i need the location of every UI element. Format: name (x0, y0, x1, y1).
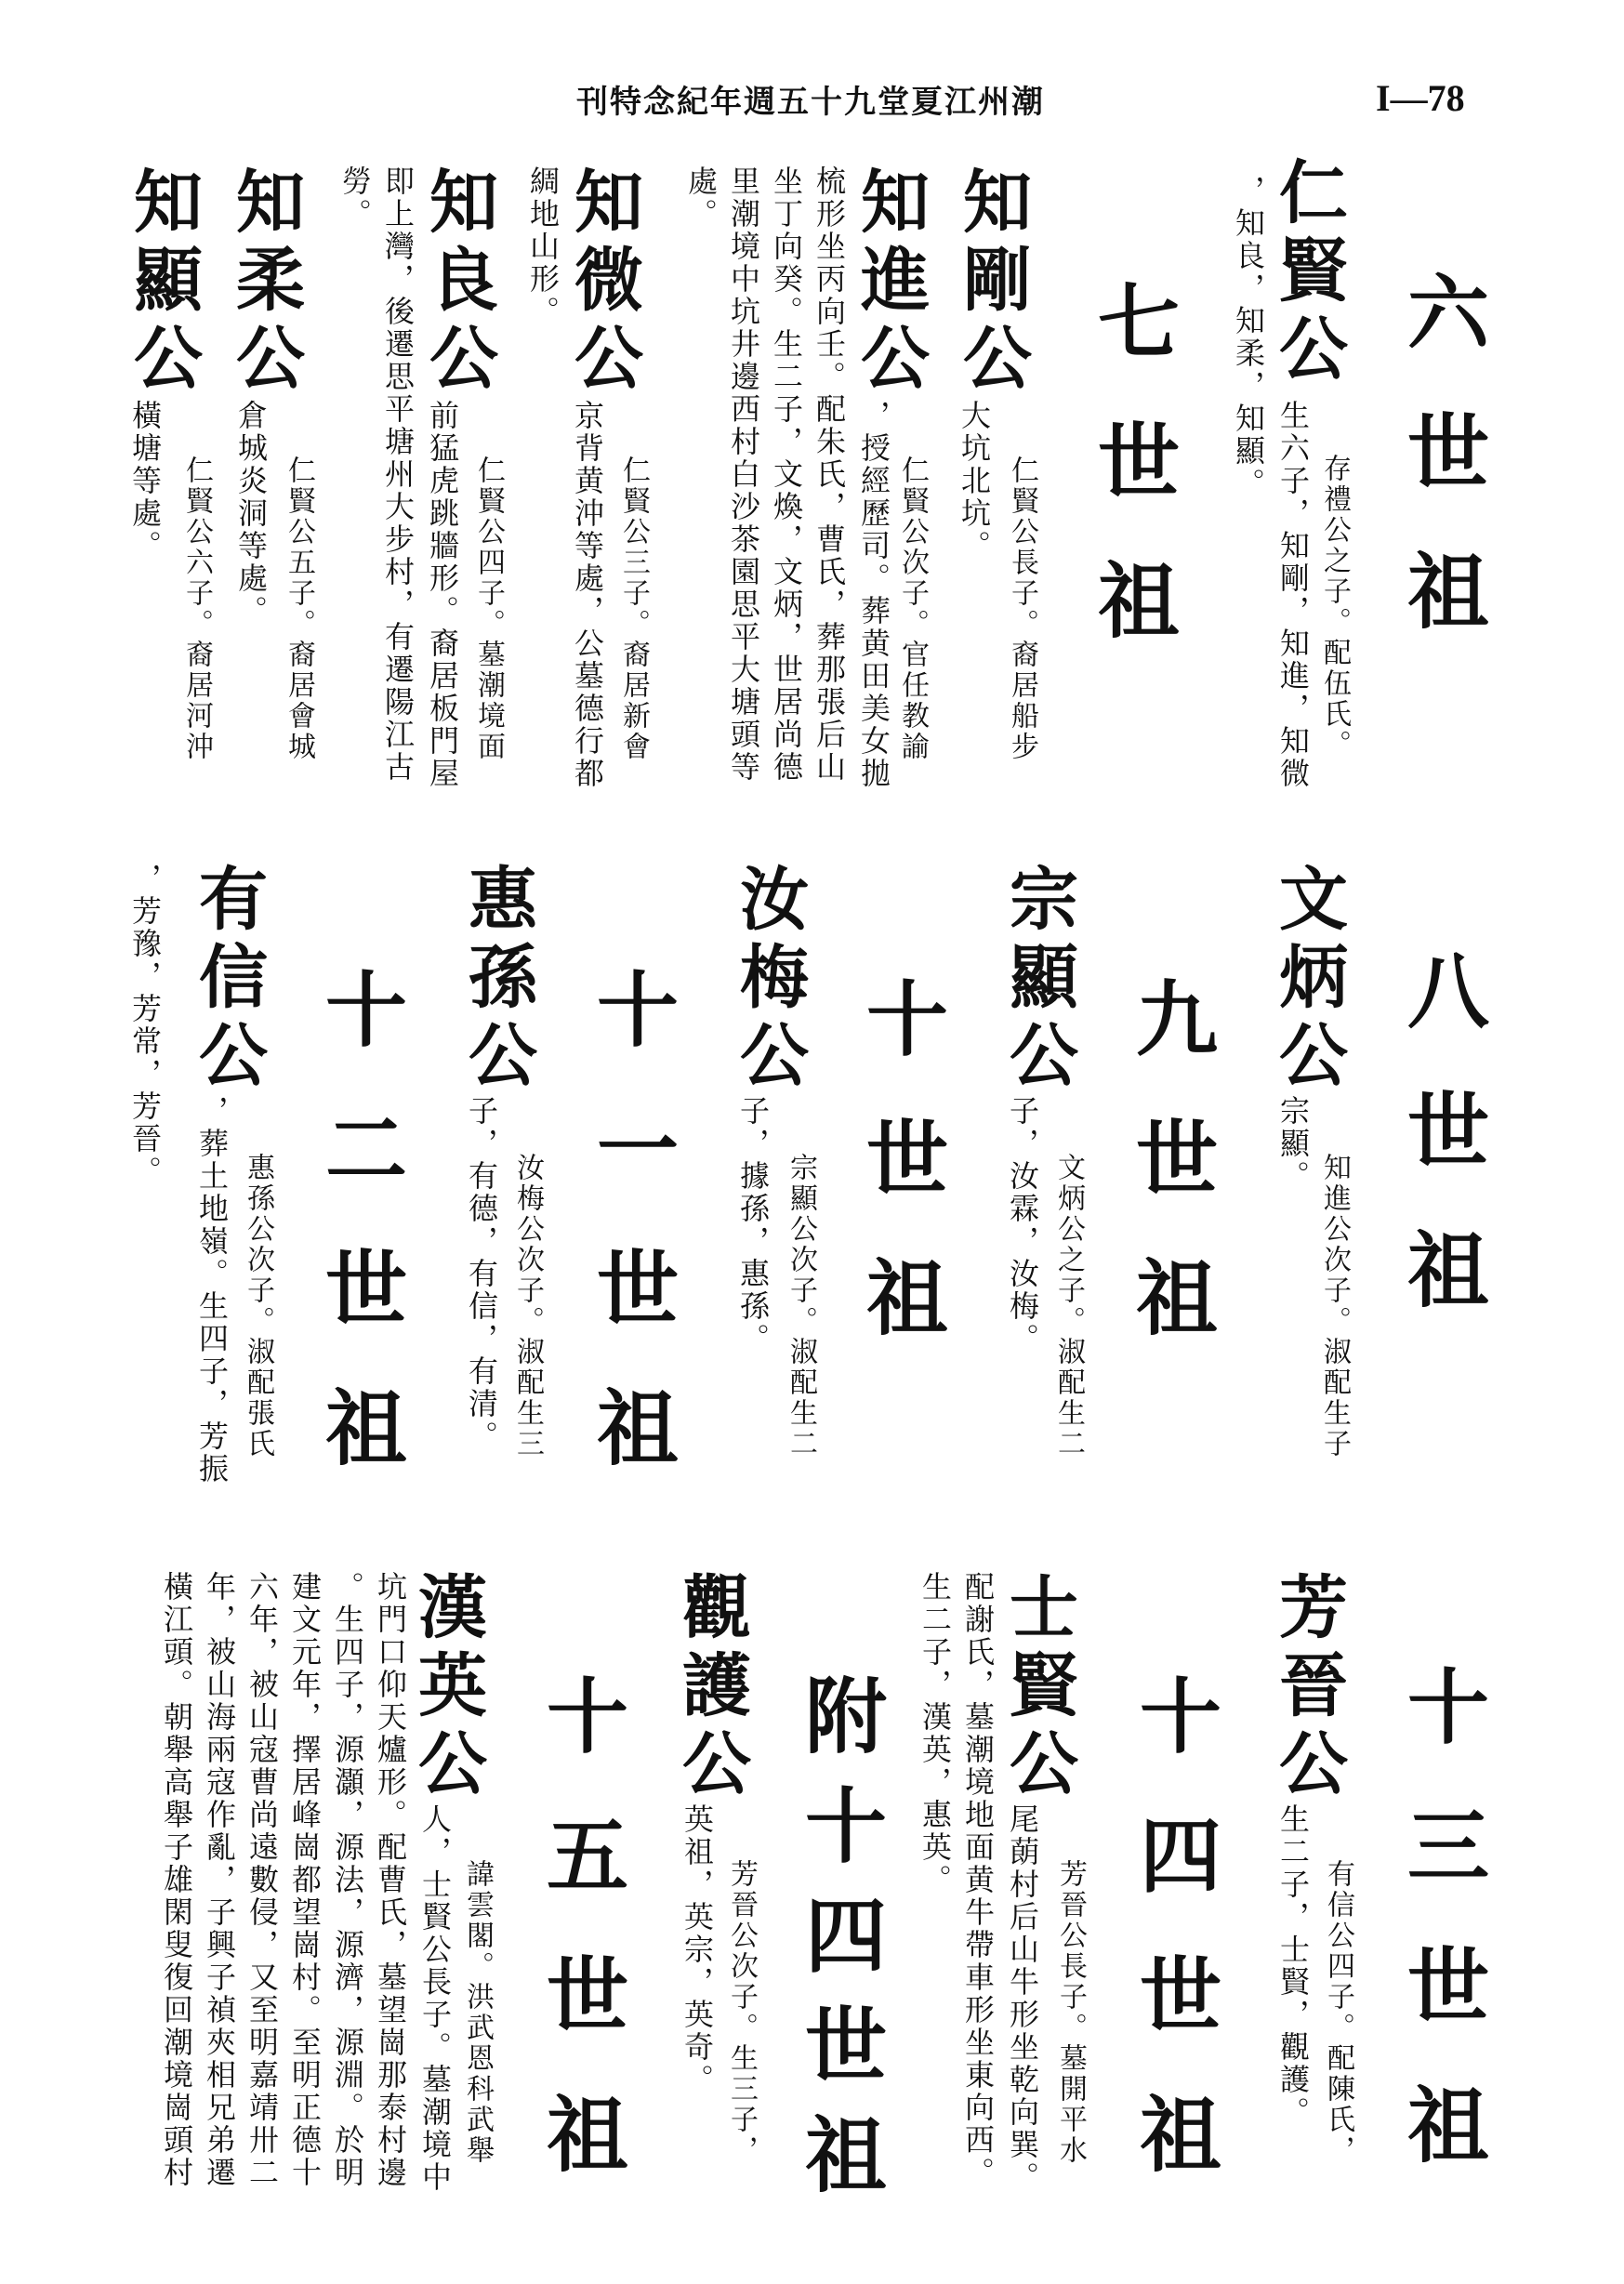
person-name: 知進公 (850, 165, 930, 400)
person-note: 仁賢公長子。裔居船步 (1006, 455, 1038, 762)
person-note: 文炳公之子。淑配生二 (1052, 1153, 1085, 1459)
person-name: 有信公 (188, 863, 268, 1097)
person-text: 生六子，知剛，知進，知微 (1275, 400, 1311, 790)
person-text: 大坑北坑。 (957, 400, 992, 562)
person-name: 士賢公 (998, 1571, 1078, 1805)
generation-heading: 十一世祖 (584, 967, 680, 1525)
person-name: 知微公 (563, 165, 643, 400)
person-note: 知進公次子。淑配生子 (1318, 1153, 1351, 1459)
person-text: 六年，被山寇曹尚遠數侵，又至明嘉靖卅二 (244, 1571, 280, 2189)
person-text: ，芳豫，芳常，芳晉。 (127, 863, 163, 1188)
generation-heading: 十三世祖 (1394, 1664, 1491, 2222)
person-name: 知顯公 (123, 165, 203, 400)
generation-heading: 八世祖 (1394, 948, 1491, 1366)
person-text: 建文元年，擇居峰崗都望崗村。至明正德十 (287, 1571, 323, 2189)
person-note: 宗顯公次子。淑配生二 (785, 1153, 817, 1459)
person-text: 倉城炎洞等處。 (233, 400, 269, 627)
header-title: 刊特念紀年週五十九堂夏江州潮 (576, 84, 1045, 121)
person-text: 即上灣，後遷思平塘州大步村，有遷陽江古 (380, 165, 416, 784)
person-note: 仁賢公六子。裔居河沖 (180, 455, 213, 762)
person-note: 汝梅公次子。淑配生三 (511, 1153, 544, 1459)
person-note: 仁賢公次子。官任教諭 (896, 455, 929, 762)
person-name: 知剛公 (952, 165, 1032, 400)
person-name: 文炳公 (1268, 863, 1348, 1097)
generation-heading: 十世祖 (853, 976, 950, 1394)
person-text: 京背黄沖等處，公墓德行都 (570, 400, 605, 790)
person-name: 觀護公 (671, 1571, 751, 1805)
generation-heading: 十五世祖 (534, 1673, 630, 2231)
person-text: 坑門口仰天爐形。配曹氏，墓望崗那泰村邊 (373, 1571, 408, 2189)
generation-heading: 九世祖 (1123, 976, 1220, 1394)
person-name: 知良公 (418, 165, 498, 400)
person-text: 里潮境中坑井邊西村白沙茶園思平大塘頭等 (726, 165, 761, 784)
person-note: 仁賢公四子。墓潮境面 (472, 455, 505, 762)
person-name: 漢英公 (407, 1571, 487, 1805)
person-name: 汝梅公 (729, 863, 809, 1097)
person-text: 勞。 (337, 165, 373, 231)
person-note: 存禮公之子。配伍氏。 (1318, 454, 1351, 760)
person-note: 有信公四子。配陳氏， (1322, 1859, 1354, 2166)
person-text: 坐丁向癸。生二子，文煥，文炳，世居尚德 (769, 165, 804, 784)
person-text: 處。 (683, 165, 719, 231)
generation-heading: 七世祖 (1085, 279, 1182, 697)
page-number: I—78 (1376, 77, 1465, 119)
person-name: 惠孫公 (457, 863, 537, 1097)
person-text: ，授經歷司。葬黄田美女拋 (856, 400, 891, 790)
person-text: 綢地山形。 (525, 165, 561, 328)
person-text: 子，有德，有信，有清。 (464, 1095, 499, 1453)
person-text: 。生四子，源灝，源法，源濟，源淵。於明 (330, 1571, 365, 2189)
person-text: 橫塘等處。 (127, 400, 163, 562)
person-text: 年，被山海兩寇作亂，子興子禎夾相兄弟遷 (202, 1571, 237, 2189)
person-text: 英祖，英宗，英奇。 (680, 1803, 715, 2096)
person-text: 尾蓢村后山牛形坐乾向巽。 (1005, 1803, 1040, 2194)
person-note: 仁賢公三子。裔居新會 (617, 455, 650, 762)
person-text: 橫江頭。朝舉高舉子雄閑叟復回潮境崗頭村 (159, 1571, 194, 2189)
generation-heading: 十四世祖 (1127, 1673, 1223, 2231)
person-text: 前猛虎跳牆形。裔居板門屋 (425, 400, 460, 790)
generation-heading: 六世祖 (1394, 270, 1491, 688)
generation-heading: 附十四世祖 (792, 1673, 889, 2222)
person-name: 仁賢公 (1268, 156, 1348, 390)
person-text: 子，據孫，惠孫。 (735, 1095, 771, 1355)
person-text: 配謝氏，墓潮境地面黄牛帶車形坐東向西。 (960, 1571, 996, 2189)
person-text: ，知良，知柔，知顯。 (1231, 175, 1266, 500)
person-note: 諱雲閣。洪武恩科武舉 (461, 1859, 494, 2166)
person-text: 生二子，漢英，惠英。 (918, 1571, 953, 1896)
person-text: ，葬土地嶺。生四子，芳振 (194, 1095, 230, 1485)
person-name: 知柔公 (225, 165, 305, 400)
person-name: 宗顯公 (998, 863, 1078, 1097)
person-text: 人，士賢公長子。墓潮境中 (417, 1803, 453, 2194)
person-text: 子，汝霖，汝梅。 (1005, 1095, 1040, 1355)
person-note: 仁賢公五子。裔居會城 (283, 455, 315, 762)
person-note: 芳晉公次子。生三子， (725, 1859, 758, 2166)
generation-heading: 十二世祖 (312, 967, 409, 1525)
person-note: 惠孫公次子。淑配張氏 (242, 1153, 274, 1459)
person-text: 梳形坐丙向壬。配朱氏，曹氏，葬那張后山 (812, 165, 847, 784)
person-text: 宗顯。 (1275, 1095, 1311, 1193)
person-name: 芳晉公 (1268, 1571, 1348, 1805)
person-text: 生二子，士賢，觀護。 (1275, 1803, 1311, 2129)
person-note: 芳晉公長子。墓開平水 (1054, 1859, 1087, 2166)
